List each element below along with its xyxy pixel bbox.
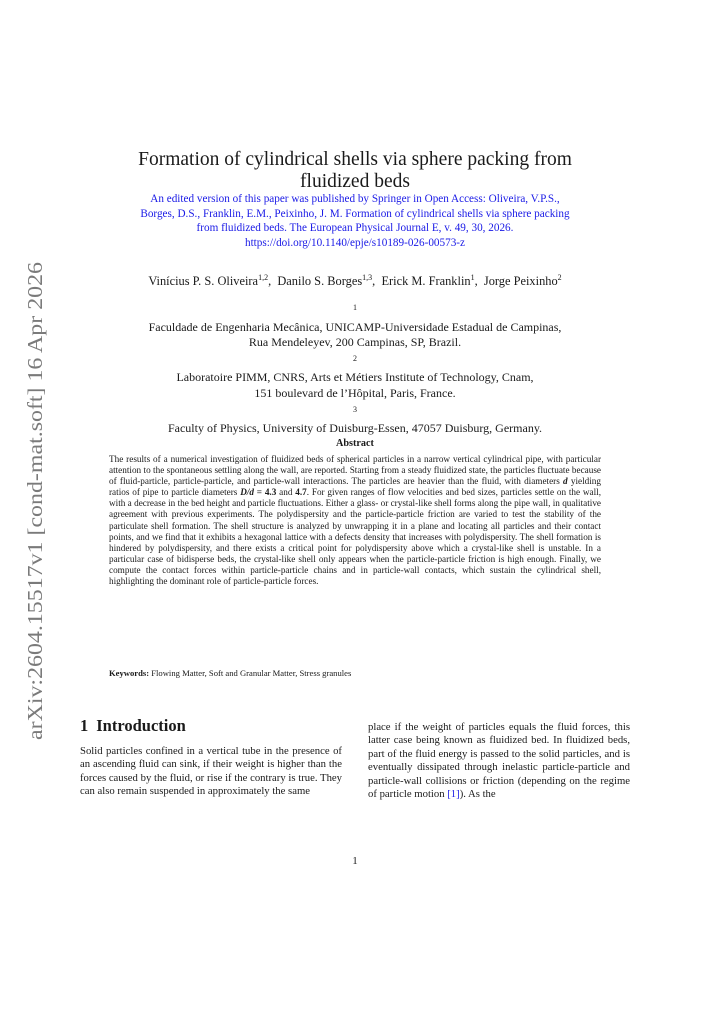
math-ratio-value: = 4.3 (253, 487, 277, 498)
body-text: ). As the (459, 788, 496, 801)
keywords (109, 668, 601, 678)
body-paragraph (368, 721, 630, 801)
paper-title (100, 149, 610, 193)
title-line: fluidized beds (300, 171, 410, 192)
note-line: from fluidized beds. The European Physical Journal E, v. 49, 30, 2026. (196, 222, 514, 235)
abstract-text: yielding ratios of pipe to particle diameters (109, 476, 601, 498)
left-column (80, 745, 342, 799)
author-affil: 1,2 (258, 273, 269, 282)
abstract-body (109, 454, 601, 587)
affiliation-line: Rua Mendeleyev, 200 Campinas, SP, Brazil. (248, 335, 462, 350)
section-number: 1 (80, 716, 89, 735)
math-ratio-value: 4.7 (295, 487, 307, 498)
math-ratio: D/d (240, 487, 254, 498)
section-title: Introduction (96, 716, 186, 735)
arxiv-id-text: arXiv:2604.15517v1 [cond-mat.soft] 16 Apr 2026 (23, 310, 47, 740)
section-heading (80, 716, 186, 736)
abstract-text: . For given ranges of flow velocities and bed sizes, particles settle on the wall, with a decrease in the bed height and particle fluctuations. Either a glass- or crystal-like shell forms along the pipe wall, in qualitative agreement with previous experiments. The polydispersity and the particle-particle friction are varied to test the stability of the particulate shell formation. The shell structure is analyzed by unwrapping it in a plane and locating all particles and their contact points, and we find that it exhibits a hexagonal lattice with a defects density that increases with polydispersity. The shell formation is hindered by polydispersity, and there exists a critical point for polydispersity above which a crystal-like shell is unstable. In a particular case of bidisperse beds, the crystal-like shell only appears when the particle-particle friction is high enough. Finally, we compute the contact forces within particle-particle chains and in particle-wall contacts, which sustain the cylindrical shell, highlighting the dominant role of particle-particle forces. (109, 487, 602, 587)
affiliation-text: Laboratoire PIMM, CNRS, Arts et Métiers Institute of Technology, Cnam, (176, 370, 534, 385)
affiliation-text: Faculdade de Engenharia Mecânica, UNICAMP-Universidade Estadual de Campinas, (148, 319, 562, 334)
publication-note[interactable] (95, 192, 615, 250)
affiliation-mark: 1 (353, 303, 357, 312)
author-name: Vinícius P. S. Oliveira (148, 274, 259, 289)
right-column (368, 721, 630, 801)
author-name: Jorge Peixinho (483, 274, 558, 289)
author-name: Erick M. Franklin (381, 274, 471, 289)
title-line: Formation of cylindrical shells via sphere packing from (138, 149, 572, 170)
affiliations (60, 300, 650, 437)
affiliation-line (60, 300, 650, 335)
abstract-heading: Abstract (336, 438, 374, 449)
page-number: 1 (352, 855, 358, 867)
keywords-text: Flowing Matter, Soft and Granular Matter, Stress granules (151, 668, 352, 678)
abstract-text: and (276, 487, 296, 498)
affiliation-mark: 2 (353, 353, 357, 363)
affiliation-mark: 3 (353, 404, 357, 414)
doi-link[interactable]: https://doi.org/10.1140/epje/s10189-026-00573-z (244, 236, 465, 249)
author-affil: 1,3 (362, 273, 373, 282)
affiliation-line (60, 351, 650, 386)
author-affil: 1 (470, 273, 475, 282)
author-list: Vinícius P. S. Oliveira$^{1,2}$, Danilo S. Borges$^{1,3}$, Erick M. Franklin$^1$, Jorge Peixinho$^2$ (148, 273, 562, 289)
author-name: Danilo S. Borges (277, 274, 363, 289)
body-paragraph: Solid particles confined in a vertical tube in the presence of an ascending fluid can sink, if their weight is higher than the forces caused by the fluid, or rise if the contrary is true. They can also remain suspended in approximately the same (80, 745, 342, 798)
citation-link[interactable]: [1] (447, 788, 460, 801)
affiliation-text: Faculty of Physics, University of Duisburg-Essen, 47057 Duisburg, Germany. (167, 421, 543, 436)
note-line: Borges, D.S., Franklin, E.M., Peixinho, J. M. Formation of cylindrical shells via sphere packing (140, 207, 570, 220)
keywords-label: Keywords: (109, 668, 150, 678)
body-text: place if the weight of particles equals the fluid forces, this latter case being known as fluidized bed. In fluidized beds, part of the fluid energy is passed to the solid particles, and is eventually dissipated through inelastic particle-particle and particle-wall collisions or friction (depending on the regime of particle motion (368, 721, 630, 801)
note-line: An edited version of this paper was published by Springer in Open Access: Oliveira, V.P.S., (150, 193, 560, 205)
abstract-text: The results of a numerical investigation of fluidized beds of spherical particles in a narrow vertical cylindrical pipe, with particular attention to the spontaneous settling along the wall, are reported. Starting from a steady fluidized state, the particles fluctuate because of fluid-particle, particle-particle, and particle-wall interactions. The particles are heavier than the fluid, with diameters (109, 454, 601, 487)
affiliation-line (60, 402, 650, 437)
abstract-paragraph (109, 454, 601, 587)
math-d: d (563, 476, 568, 487)
affiliation-line: 151 boulevard de l’Hôpital, Paris, France. (254, 385, 456, 400)
author-affil: 2 (557, 273, 562, 282)
